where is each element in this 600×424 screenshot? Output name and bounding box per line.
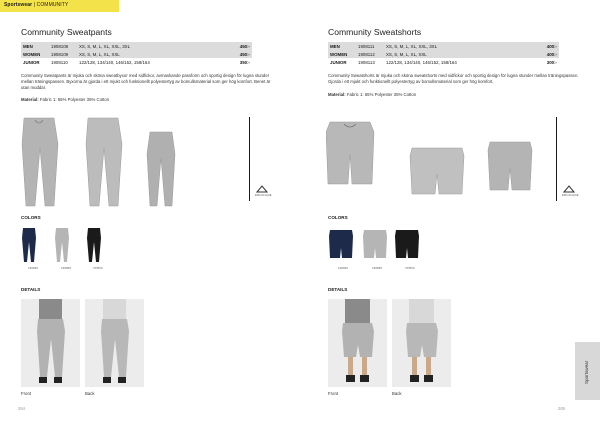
sweatpants-image bbox=[22, 118, 58, 206]
product-image-group bbox=[326, 118, 546, 200]
brand-mark: EPIC/CLIQUE bbox=[562, 194, 579, 197]
material-info: Material: Fabric 1: 65% Polyester 35% Cotton bbox=[21, 97, 110, 102]
detail-photo-back bbox=[392, 299, 451, 387]
product-description: Community Sweatshorts är mjuka och sköna sweatshorts med sidfickor och sportig design för lugna stunder mellan träningspassen. Gjorda i ett mjukt och funktionellt polyestertyg av bomullsmaterial som ger hög komfort. bbox=[328, 73, 579, 84]
product-title: Community Sweatshorts bbox=[328, 27, 422, 37]
caption-back: Back bbox=[85, 391, 95, 396]
swatch-code: PP800 bbox=[405, 266, 415, 270]
colors-heading: COLORS bbox=[328, 215, 348, 220]
price-row: MEN 1908108 XS, S, M, L, XL, XXL, 3XL 450:- bbox=[23, 43, 250, 49]
divider-line bbox=[556, 117, 557, 201]
material-info: Material: Fabric 1: 65% Polyester 35% Cotton bbox=[328, 92, 417, 97]
color-swatch bbox=[329, 230, 353, 258]
detail-photo-front bbox=[21, 299, 80, 387]
brand-mark: EPIC/CLIQUE bbox=[255, 194, 272, 197]
swatch-code: 190895 bbox=[60, 266, 71, 270]
swatch-code: 190830 bbox=[337, 266, 348, 270]
product-description: Community Sweatpants är mjuka och sköna sweatbyxor med sidfickor, avmaskande passform och sportig design för lugna stunder mellan träningspassen. Byxorna är gjorda i ett mjukt och funktionellt polyestertyg av bomullsmaterial som ger hög komfort. Benet är utan muddar. bbox=[21, 73, 271, 90]
swatch-code: 190895 bbox=[371, 266, 382, 270]
sweatpants-image bbox=[86, 118, 122, 206]
price-row: MEN 1908111 XS, S, M, L, XL, XXL, 3XL 400:- bbox=[330, 43, 557, 49]
page-number: 265 bbox=[558, 406, 565, 411]
color-swatch bbox=[87, 228, 101, 262]
caption-front: Front bbox=[328, 391, 339, 396]
sweatshorts-image bbox=[326, 122, 374, 184]
color-swatch bbox=[55, 228, 69, 262]
swatch-code: PP800 bbox=[93, 266, 103, 270]
detail-photo-back bbox=[85, 299, 144, 387]
section-tab-label: Sportswear | COMMUNITY bbox=[4, 2, 69, 8]
detail-photo-front bbox=[328, 299, 387, 387]
price-row: JUNIOR 1908110 122/128, 134/140, 146/152, 158/164 350:- bbox=[23, 59, 250, 65]
color-swatch bbox=[395, 230, 419, 258]
sweatpants-image bbox=[147, 132, 175, 206]
caption-back: Back bbox=[392, 391, 402, 396]
price-row: WOMEN 1908112 XS, S, M, L, XL, XXL 400:- bbox=[330, 51, 557, 57]
brand-logo-icon bbox=[256, 185, 268, 193]
colors-heading: COLORS bbox=[21, 215, 41, 220]
swatch-code: 190830 bbox=[27, 266, 38, 270]
product-image-group bbox=[16, 114, 186, 210]
price-row: WOMEN 1908109 XS, S, M, L, XL, XXL 450:- bbox=[23, 51, 250, 57]
right-page bbox=[300, 0, 600, 424]
details-heading: DETAILS bbox=[21, 287, 41, 292]
product-title: Community Sweatpants bbox=[21, 27, 112, 37]
color-swatch bbox=[363, 230, 387, 258]
side-tab bbox=[575, 342, 600, 400]
price-row: JUNIOR 1908113 122/128, 134/140, 146/152, 158/164 300:- bbox=[330, 59, 557, 65]
sweatshorts-image bbox=[410, 148, 464, 194]
color-swatches bbox=[20, 226, 110, 264]
color-swatch bbox=[22, 228, 36, 262]
brand-logo-icon bbox=[563, 185, 575, 193]
divider-line bbox=[249, 117, 250, 201]
caption-front: Front bbox=[21, 391, 32, 396]
page-number: 264 bbox=[18, 406, 25, 411]
sweatshorts-image bbox=[488, 142, 532, 190]
details-heading: DETAILS bbox=[328, 287, 348, 292]
price-table bbox=[328, 42, 559, 66]
price-table bbox=[21, 42, 252, 66]
side-tab-label: Sportswear bbox=[584, 360, 589, 384]
color-swatches bbox=[328, 228, 424, 262]
